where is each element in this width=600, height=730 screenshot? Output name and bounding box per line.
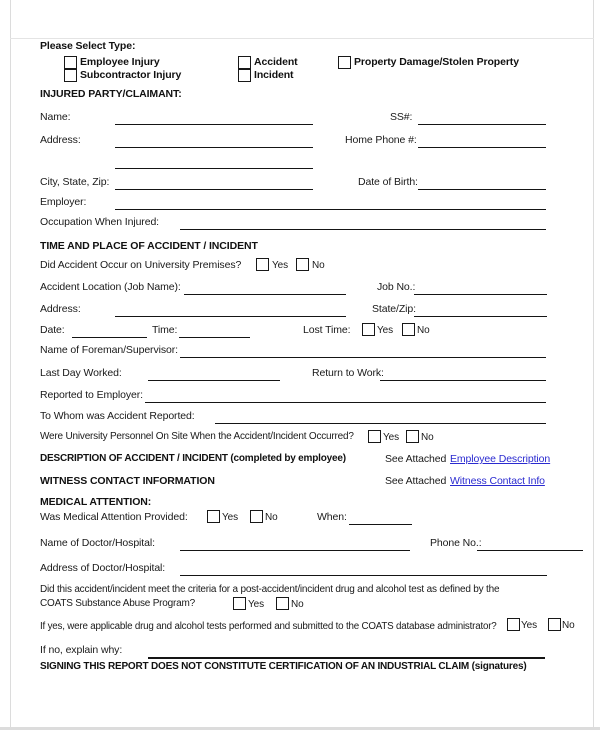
witness-contact-link[interactable]: Witness Contact Info (450, 475, 545, 487)
home-phone-field-line[interactable] (418, 147, 546, 148)
doctor-field-line[interactable] (180, 550, 410, 551)
date-field-line[interactable] (72, 337, 147, 338)
reported-field-line[interactable] (145, 402, 546, 403)
coats-yes-checkbox[interactable] (233, 597, 246, 610)
medical-yes-label: Yes (222, 512, 239, 523)
address-label: Address: (40, 134, 81, 146)
to-whom-field-line[interactable] (215, 423, 546, 424)
coats-no-checkbox[interactable] (276, 597, 289, 610)
subcontractor-injury-checkbox[interactable] (64, 69, 77, 82)
lost-time-no-checkbox[interactable] (402, 323, 415, 336)
medical-no-label: No (265, 512, 278, 523)
employer-label: Employer: (40, 196, 87, 208)
return-work-label: Return to Work: (312, 367, 384, 379)
job-no-field-line[interactable] (414, 294, 547, 295)
when-field-line[interactable] (349, 524, 412, 525)
tp-address-field-line[interactable] (115, 316, 346, 317)
tp-address-label: Address: (40, 303, 81, 315)
foreman-label: Name of Foreman/Supervisor: (40, 344, 178, 356)
personnel-yes-label: Yes (383, 432, 400, 443)
injured-party-heading: INJURED PARTY/CLAIMANT: (40, 88, 182, 100)
address2-field-line[interactable] (115, 168, 313, 169)
premises-yes-checkbox[interactable] (256, 258, 269, 271)
state-zip-field-line[interactable] (414, 316, 547, 317)
explain-why-field-line[interactable] (148, 657, 545, 659)
when-label: When: (317, 511, 347, 523)
page-edge-right (593, 0, 594, 730)
premises-no-label: No (312, 260, 325, 271)
accident-location-field-line[interactable] (184, 294, 346, 295)
medical-heading: MEDICAL ATTENTION: (40, 496, 152, 508)
witness-see-attached: See Attached (385, 475, 447, 487)
lost-time-yes-checkbox[interactable] (362, 323, 375, 336)
phone-no-label: Phone No.: (430, 537, 482, 549)
state-zip-label: State/Zip: (372, 303, 416, 315)
top-divider-rule (10, 38, 594, 39)
medical-no-checkbox[interactable] (250, 510, 263, 523)
time-place-heading: TIME AND PLACE OF ACCIDENT / INCIDENT (40, 240, 258, 252)
address-field-line[interactable] (115, 147, 313, 148)
page-edge-left (10, 0, 11, 730)
to-whom-label: To Whom was Accident Reported: (40, 410, 195, 422)
explain-why-label: If no, explain why: (40, 644, 123, 656)
submitted-question: If yes, were applicable drug and alcohol tests performed and submitted to the COATS database administrator? (40, 621, 497, 632)
foreman-field-line[interactable] (180, 357, 546, 358)
phone-no-field-line[interactable] (477, 550, 583, 551)
city-state-zip-label: City, State, Zip: (40, 176, 110, 188)
time-label: Time: (152, 324, 178, 336)
medical-provided-question: Was Medical Attention Provided: (40, 511, 188, 523)
employee-description-link[interactable]: Employee Description (450, 453, 551, 465)
lost-time-label: Lost Time: (303, 324, 351, 336)
last-day-label: Last Day Worked: (40, 367, 122, 379)
property-damage-label: Property Damage/Stolen Property (354, 56, 519, 68)
doctor-address-field-line[interactable] (180, 575, 547, 576)
signing-notice: SIGNING THIS REPORT DOES NOT CONSTITUTE CERTIFICATION OF AN INDUSTRIAL CLAIM (signatures) (40, 661, 527, 672)
accident-location-label: Accident Location (Job Name): (40, 281, 181, 293)
description-heading: DESCRIPTION OF ACCIDENT / INCIDENT (completed by employee) (40, 453, 346, 464)
last-day-field-line[interactable] (148, 380, 280, 381)
submitted-no-checkbox[interactable] (548, 618, 561, 631)
personnel-no-label: No (421, 432, 434, 443)
medical-yes-checkbox[interactable] (207, 510, 220, 523)
reported-label: Reported to Employer: (40, 389, 143, 401)
job-no-label: Job No.: (377, 281, 416, 293)
personnel-no-checkbox[interactable] (406, 430, 419, 443)
coats-no-label: No (291, 599, 304, 610)
home-phone-label: Home Phone #: (345, 134, 417, 146)
employee-injury-label: Employee Injury (80, 56, 160, 68)
doctor-address-label: Address of Doctor/Hospital: (40, 562, 166, 574)
description-see-attached: See Attached (385, 453, 447, 465)
ss-field-line[interactable] (418, 124, 546, 125)
accident-label: Accident (254, 56, 298, 68)
personnel-yes-checkbox[interactable] (368, 430, 381, 443)
select-type-label: Please Select Type: (40, 40, 136, 52)
date-label: Date: (40, 324, 65, 336)
time-field-line[interactable] (179, 337, 250, 338)
doctor-label: Name of Doctor/Hospital: (40, 537, 155, 549)
occupation-field-line[interactable] (180, 229, 546, 230)
criteria-question-line2: COATS Substance Abuse Program? (40, 598, 196, 609)
return-work-field-line[interactable] (380, 380, 546, 381)
dob-label: Date of Birth: (358, 176, 418, 188)
incident-checkbox[interactable] (238, 69, 251, 82)
city-state-zip-field-line[interactable] (115, 189, 313, 190)
incident-label: Incident (254, 69, 294, 81)
name-label: Name: (40, 111, 71, 123)
submitted-yes-label: Yes (521, 620, 538, 631)
accident-checkbox[interactable] (238, 56, 251, 69)
criteria-question-line1: Did this accident/incident meet the criteria for a post-accident/incident drug and alcohol test as defined by the (40, 584, 500, 595)
name-field-line[interactable] (115, 124, 313, 125)
coats-yes-label: Yes (248, 599, 265, 610)
lost-time-no-label: No (417, 325, 430, 336)
lost-time-yes-label: Yes (377, 325, 394, 336)
premises-question: Did Accident Occur on University Premises? (40, 259, 242, 271)
property-damage-checkbox[interactable] (338, 56, 351, 69)
dob-field-line[interactable] (418, 189, 546, 190)
submitted-no-label: No (562, 620, 575, 631)
personnel-question: Were University Personnel On Site When the Accident/Incident Occurred? (40, 431, 354, 442)
employer-field-line[interactable] (115, 209, 546, 210)
submitted-yes-checkbox[interactable] (507, 618, 520, 631)
occupation-label: Occupation When Injured: (40, 216, 160, 228)
premises-no-checkbox[interactable] (296, 258, 309, 271)
premises-yes-label: Yes (272, 260, 289, 271)
ss-label: SS#: (390, 111, 413, 123)
employee-injury-checkbox[interactable] (64, 56, 77, 69)
witness-heading: WITNESS CONTACT INFORMATION (40, 475, 215, 487)
subcontractor-injury-label: Subcontractor Injury (80, 69, 182, 81)
